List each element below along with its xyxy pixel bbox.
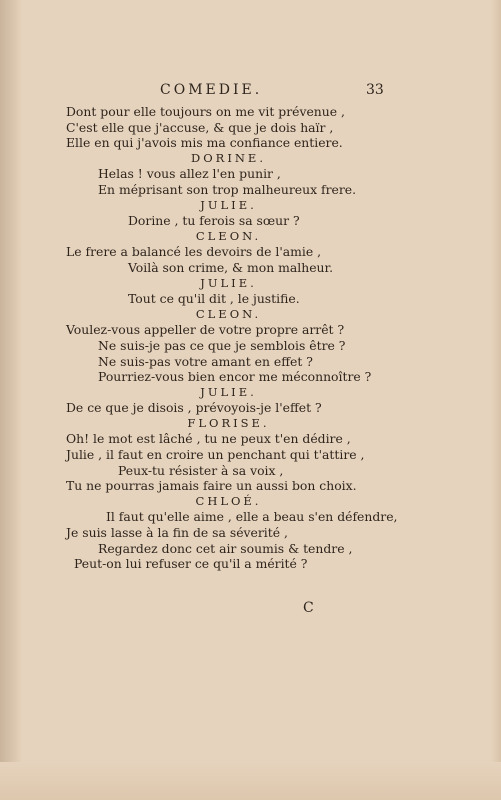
verse-line: Elle en qui j'avois mis ma confiance entiere. bbox=[66, 135, 343, 151]
verse-line: Dorine , tu ferois sa sœur ? bbox=[128, 213, 300, 229]
verse-line: En méprisant son trop malheureux frere. bbox=[98, 181, 357, 197]
page-header bbox=[66, 82, 391, 104]
verse-line: Je suis lasse à la fin de sa séverité , bbox=[66, 525, 288, 541]
verse-line: Tu ne pourras jamais faire un aussi bon choix. bbox=[66, 478, 357, 494]
verse-block bbox=[66, 104, 398, 572]
speaker-name: FLORISE. bbox=[187, 415, 270, 430]
verse-line: Regardez donc cet air soumis & tendre , bbox=[98, 540, 353, 556]
verse-line: De ce que je disois , prévoyois-je l'effet ? bbox=[66, 400, 322, 416]
verse-line: Voulez-vous appeller de votre propre arrêt ? bbox=[66, 322, 345, 338]
speaker-name: DORINE. bbox=[191, 150, 266, 165]
verse-line: Il faut qu'elle aime , elle a beau s'en défendre, bbox=[106, 509, 398, 525]
speaker-name: CLEON. bbox=[195, 306, 262, 321]
page-edge bbox=[491, 0, 501, 800]
verse-line: Ne suis-je pas ce que je semblois être ? bbox=[98, 337, 346, 353]
page-bottom-margin bbox=[0, 762, 501, 800]
verse-line: C'est elle que j'accuse, & que je dois haïr , bbox=[66, 119, 334, 135]
page-text bbox=[66, 82, 398, 572]
speaker-name: CLEON. bbox=[195, 228, 262, 243]
verse-line: Julie , il faut en croire un penchant qui t'attire , bbox=[66, 447, 365, 463]
verse-line: Peux-tu résister à sa voix , bbox=[118, 462, 284, 478]
verse-line: Ne suis-pas votre amant en effet ? bbox=[98, 353, 313, 369]
verse-line: Oh! le mot est lâché , tu ne peux t'en dédire , bbox=[66, 431, 351, 447]
catchword: C bbox=[303, 600, 314, 616]
speaker-name: JULIE. bbox=[200, 384, 257, 399]
running-title: COMEDIE. bbox=[160, 82, 263, 98]
speaker-name: JULIE. bbox=[200, 197, 257, 212]
verse-line: Tout ce qu'il dit , le justifie. bbox=[128, 291, 300, 307]
verse-line: Dont pour elle toujours on me vit prévenue , bbox=[66, 104, 345, 119]
page-gutter bbox=[0, 0, 22, 800]
verse-line: Pourriez-vous bien encor me méconnoître ? bbox=[98, 369, 372, 385]
verse-line: Helas ! vous allez l'en punir , bbox=[98, 166, 281, 182]
verse-line: Voilà son crime, & mon malheur. bbox=[128, 259, 334, 275]
verse-line: Le frere a balancé les devoirs de l'amie , bbox=[66, 244, 322, 260]
speaker-name: CHLOÉ. bbox=[195, 493, 262, 508]
verse-line: Peut-on lui refuser ce qu'il a mérité ? bbox=[74, 556, 308, 572]
page-number: 33 bbox=[366, 82, 384, 98]
speaker-name: JULIE. bbox=[200, 275, 257, 290]
